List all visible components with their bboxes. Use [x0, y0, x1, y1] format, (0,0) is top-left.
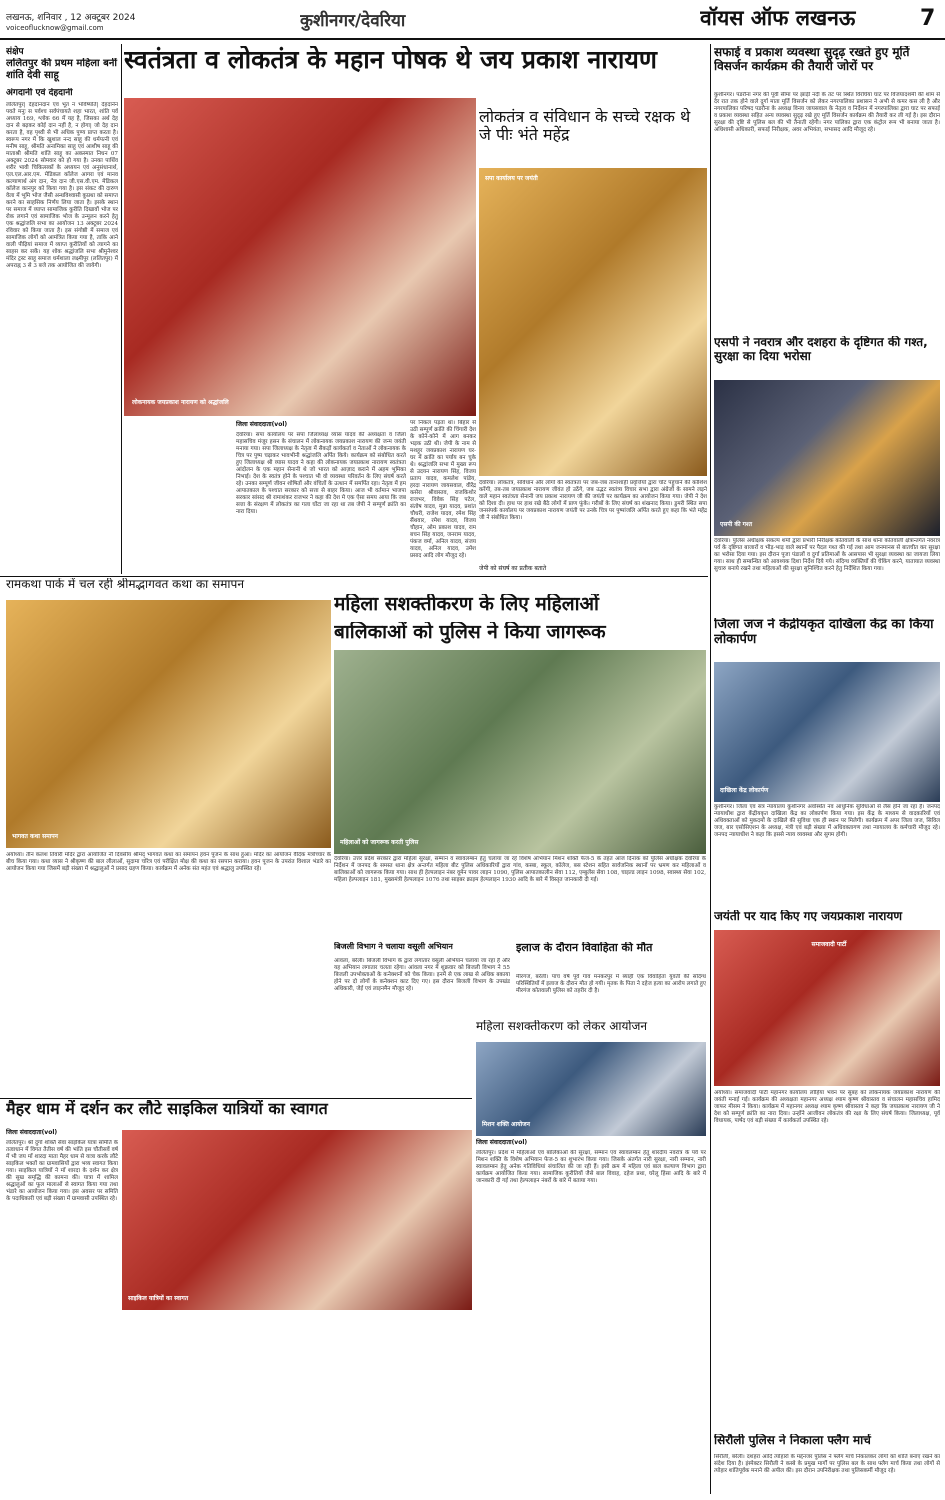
court-headline: जिला जज ने केंद्रीयकृत दाखिला केंद्र का किया लोकार्पण	[714, 618, 934, 647]
bijli-body: आंवला, बरेली। बिजली विभाग के द्वारा लगातार वसूली अभियान चलाया जा रहा है और यह अभियान लगातार चलता रहेगा। आंवला नगर में शुक्रवार को बिजली विभाग ने 55 बिजली उपभोक्ताओं के कनेक्शनों को चेक किया। इनमें से एक लाख से अधिक बकाया होने पर दो लोगों के कनेक्शन काट दिए गए। इस दौरान बिजली विभाग के उपखंड अधिकारी, जेई एवं लाइनमैन मौजूद रहे।	[334, 958, 510, 992]
maihar-photo	[122, 1130, 472, 1310]
court-photo-label: दाखिला केंद्र लोकार्पण	[720, 787, 769, 794]
sp-body: देवरिया। पुलिस अधीक्षक संकल्प शर्मा द्वारा प्रभारी निरीक्षक कोतवाली के साथ थाना कोतवाली क्षेत्रान्तर्गत नवरात्र पर्व के दृष्टिगत बाजारों व भीड़-भाड़ वाले स्थानों पर पैदल गश्त की गई तथा आम जनमानस से बातचीत कर सुरक्षा का भरोसा दिया गया। इस दौरान पूजा पंडालों व दुर्गा प्रतिमाओं के आसपास भी सुरक्षा व्यवस्था का जायजा लिया गया। साथ ही सम्बन्धित को आवश्यक दिशा निर्देश दिये गये। संदिग्ध व्यक्तियों की चेकिंग करने, यातायात व्यवस्था सुचारु बनाये रखने तथा महिलाओं की सुरक्षा सुनिश्चित करने हेतु निर्देशित किया गया।	[714, 538, 940, 572]
women-body: देवरिया। उत्तर प्रदेश सरकार द्वारा महिला सुरक्षा, सम्मान व स्वावलम्बन हेतु चलाया जा रहे विशेष अभियान मिशन शक्ति फेज-5 के तहत आज दिनांक को पुलिस अधीक्षक देवरिया के निर्देशन में जनपद के समस्त थाना क्षेत्र अन्तर्गत महिला बीट पुलिस अधिकारियों द्वारा गांव, कस्बा, स्कूल, कॉलेज, बस स्टेशन सहित सार्वजनिक स्थानों पर भ्रमण कर महिलाओं व बालिकाओं को जागरूक किया गया। साथ ही हेल्पलाइन नंबर वूमेन पावर लाइन 1090, पुलिस आपातकालीन सेवा 112, एम्बुलेंस सेवा 108, चाइल्ड लाइन 1098, स्वास्थ्य सेवा 102, महिला हेल्पलाइन 181, मुख्यमंत्री हेल्पलाइन 1076 तथा साइबर क्राइम हेल्पलाइन 1930 आदि के बारे में विस्तृत जानकारी दी गई।	[334, 856, 706, 883]
masthead: वॉयस ऑफ लखनऊ	[700, 6, 856, 30]
event-headline: महिला सशक्तीकरण को लेकर आयोजन	[476, 1020, 648, 1033]
right-top-headline: सफाई व प्रकाश व्यवस्था सुदृढ़ रखते हुए मूर्ति विसर्जन कार्यक्रम की तैयारी जोरों पर	[714, 46, 910, 73]
sp-photo	[714, 380, 940, 536]
email: voiceoflucknow@gmail.com	[6, 24, 104, 32]
bhagwat-photo	[6, 600, 331, 848]
main-byline: जिला संवाददाता(vol)	[236, 421, 288, 428]
flag-headline: सिरौली पुलिस ने निकाला फ्लैग मार्च	[714, 1434, 871, 1447]
event-byline: जिला संवाददाता(vol)	[476, 1139, 528, 1146]
jp-photo-label: समाजवादी पार्टी	[811, 941, 847, 948]
bhagwat-photo-label: भागवत कथा समापन	[12, 833, 59, 840]
sp-headline: एसपी ने नवरात्र और दशहरा के दृष्टिगत की गश्त, सुरक्षा का दिया भरोसा	[714, 336, 928, 363]
sp-photo-label: एसपी की गश्त	[720, 521, 753, 528]
col-divider	[121, 44, 122, 574]
women-headline-2: बालिकाओं को पुलिस ने किया जागरूक	[334, 622, 606, 643]
dateline: लखनऊ, शनिवार , 12 अक्टूबर 2024	[6, 13, 136, 22]
page-number: 7	[920, 6, 936, 31]
side-body: देवरिया। लोकतंत्र, संविधान और लोगों की स्वतंत्रता पर जब-जब तानाशाही प्रवृत्तियों द्वारा चोट पहुंचाने की कोशिश करेंगी, तब-तब जयप्रकाश नारायण जीवंत हो उठेंगे, जब उद्भट स्वतंत्र्य विचार सभा द्वारा अंग्रेजों के सामने लड़ने वाले महान स्वतंत्रता सेनानी जय प्रकाश नारायण जी की जयंती पर कार्यक्रम का आयोजन किया गया। जेपी ने देश को दिशा दी। हाथ पर हाथ रखे बैठे लोगों में प्राण फूंके। गरीबों के लिए संघर्ष का शंखनाद किया। डुमरी स्थित सपा जनसंपर्क कार्यालय पर जयप्रकाश नारायण जयंती पर उनके चित्र पर पुष्पांजलि अर्पित करते हुए कहा कि भंते महेंद्र जी ने संबोधित किया।	[479, 480, 707, 521]
maihar-byline: जिला संवाददाता(vol)	[6, 1129, 58, 1136]
side-caption: जेपी को संघर्ष का प्रतीक बताते	[479, 565, 547, 572]
brief-subhead: अंगदानी एवं देहदानी	[6, 88, 73, 98]
flag-body: सिरौली, बरेली। दशहरा आदि त्योहारों के मद्देनजर पुलिस ने फ्लैग मार्च निकालकर लोगों को शांति बनाए रखने का संदेश दिया है। इंस्पेक्टर सिरौली ने कस्बे के प्रमुख मार्गों पर पुलिस बल के साथ फ्लैग मार्च किया तथा लोगों से त्योहार शांतिपूर्वक मनाने की अपील की। इस दौरान उपनिरीक्षक तथा पुलिसकर्मी मौजूद रहे।	[714, 1454, 940, 1474]
women-photo-label: महिलाओं को जागरूक करती पुलिस	[340, 839, 419, 846]
main-photo	[124, 98, 476, 416]
side-photo-label: सपा कार्यालय पर जयंती	[485, 175, 538, 182]
jp-headline: जयंती पर याद किए गए जयप्रकाश नारायण	[714, 910, 902, 923]
event-photo-label: मिशन शक्ति आयोजन	[482, 1121, 530, 1128]
maihar-headline: मैहर धाम में दर्शन कर लौटे साइकिल यात्रियों का स्वागत	[6, 1100, 328, 1118]
jp-photo	[714, 930, 940, 1086]
court-body: कुशीनगर। जिला एवं सत्र न्यायालय कुशीनगर अवस्थित नव आधुनिक सुविधाओं से लैस होने जा रहा है। जनपद न्यायाधीश द्वारा केंद्रीयकृत दाखिला केंद्र का लोकार्पण किया गया। इस केंद्र के माध्यम से वादकारियों एवं अधिवक्ताओं को मुकदमों के दाखिले की सुविधा एक ही स्थान पर मिलेगी। कार्यक्रम में अपर जिला जज, सिविल जज, बार एसोसिएशन के अध्यक्ष, मंत्री एवं बड़ी संख्या में अधिवक्तागण तथा न्यायालय के कर्मचारी मौजूद रहे। जनपद न्यायाधीश ने कहा कि इससे न्याय व्यवस्था और सुगम होगी।	[714, 804, 940, 838]
bhagwat-body: अयोध्या। तीन कलश तिवारी मंदिर द्वारा आयोजित नौ दिवसीय श्रीमद् भागवत कथा का समापन हवन पूजन के साथ हुआ। मंदिर का आयोजन वैदिक मंत्रोच्चार के बीच किया गया। कथा व्यास ने श्रीकृष्ण की बाल लीलाओं, सुदामा चरित्र एवं परीक्षित मोक्ष की कथा का रसपान कराया। हवन पूजन के उपरांत विशाल भंडारे का आयोजन किया गया जिसमें बड़ी संख्या में श्रद्धालुओं ने प्रसाद ग्रहण किया। कार्यक्रम में अनेक संत महंत एवं श्रद्धालु उपस्थित रहे।	[6, 852, 331, 872]
bhagwat-headline: रामकथा पार्क में चल रही श्रीमद्भागवत कथा का समापन	[6, 578, 244, 591]
main-body-col2: पर निकल पड़ता था। बिहार से उठी सम्पूर्ण क्रांति की चिंगारी देश के कोने-कोने में आग बनकर भड़क उठी थी। जेपी के नाम से मशहूर जयप्रकाश नारायण घर-घर में क्रांति का पर्याय बन चुके थे। श्रद्धांजलि सभा में मुख्य रूप से उदयन नारायण सिंह, विजय प्रताप यादव, कमलेश पांडेय, हरदा नारायण जायसवाल, वीरेंद्र कसेरा श्रीवास्तव, राजकिशोर राजभर, विवेक सिंह पटेल, संतोष यादव, मुन्ना यादव, प्रशांत चौधरी, राजेश यादव, रमेश सिंह सैंथवार, रमेश यादव, विजय चौहान, ओम प्रकाश यादव, राम बचन सिंह यादव, जनराम यादव, पंकज वर्मा, अनिल यादव, संजय यादव, अनिल यादव, उमेश प्रसाद आदि लोग मौजूद रहे।	[410, 420, 476, 559]
court-photo	[714, 662, 940, 802]
mid-rule	[0, 576, 708, 577]
side-headline: लोकतंत्र व संविधान के सच्चे रक्षक थे जे पीः भंते महेंद्र	[479, 108, 691, 145]
death-body: मीरगंज, बरेली। पांच वर्ष पूर्व गांव मनकरपुर में ब्याही एक विवाहिता युवती की संदिग्ध परिस्थितियों में इलाज के दौरान मौत हो गयी। मृतक के पिता ने दहेज हत्या का आरोप लगाते हुए मीरगंज कोतवाली पुलिस को तहरीर दी है।	[516, 974, 706, 994]
lower-rule	[0, 1098, 472, 1099]
maihar-photo-label: साइकिल यात्रियों का स्वागत	[128, 1295, 189, 1302]
main-body: देवरिया। सपा कार्यालय पर सपा जिलाध्यक्ष व्यास यादव की अध्यक्षता व जिला महासचिव मंजूर हसन के संचालन में लोकनायक जयप्रकाश नारायण की जन्म जयंती मनाया गया। सपा जिलाध्यक्ष के नेतृत्व में सैकड़ों कार्यकर्ता व नेताओं ने लोकनायक के चित्र पर पुष्प चढ़ाकर भावभीनी श्रद्धांजलि अर्पित किये। कार्यक्रम को संबोधित करते हुए जिलाध्यक्ष श्री व्यास यादव ने कहा की लोकनायक जयप्रकाश नारायण स्वतंत्रता आंदोलन के एक महान सेनानी थे जो भारत को आज़ाद कराने में अहम भूमिका निभाई। देश के स्वतंत्र होने के पश्चात भी वो व्यवस्था परिवर्तन के लिए संघर्ष करते रहे। उनका सम्पूर्ण जीवन शोषितों और वंचितों के उत्थान में समर्पित रहा। नेतृत्व में हम आपातकाल के पश्चात सरकार को सत्ता से बाहर किया। आज भी वर्तमान भाजपा सरकार सांसद श्री रामाशंकर राजभर ने कहा की देश मे एक ऐसा समय आया कि जब सत्ता के संरक्षण में लोकतंत्र का गला घोंटा जा रहा था तब जेपी ने सम्पूर्ण क्रांति का नारा दिया।	[236, 432, 406, 515]
header-rule	[0, 38, 945, 40]
right-divider	[710, 44, 711, 1494]
right-top-body: कुशीनगर। पडरौना नगर की पूर्वी सीमा पर झाड़ी नदी के तट पर स्थित विरघिया घाट पर विजयादशमी की शाम से देर रात तक होने वाले दुर्गा माता मूर्ति विसर्जन को लेकर नगरपालिका प्रशासन ने अभी से कमर कस ली है और नगरपालिका परिषद पडरौना के अध्यक्ष विनय जायसवाल के नेतृत्व व निर्देशन में नगरपालिका द्वारा घाट पर सफाई व प्रकाश व्यवस्था सहित अन्य व्यवस्था सुदृढ़ रखे हुए मूर्ति विसर्जन कार्यक्रम की तैयारी कर ली गई है। इस दौरान सुरक्षा की दृष्टि से पुलिस बल की भी तैनाती रहेगी। नगर पालिका द्वारा एक कंट्रोल रूम भी बनाया जाता है। अधिशासी अधिकारी, सफाई निरीक्षक, अवर अभियंता, सभासद आदि मौजूद रहे।	[714, 92, 940, 133]
maihar-body: ललितपुर। श्री दुर्गा शक्ति सेवा साइकिल यात्रा समिति के तत्वाधान में विगत तैतीस वर्ष की भांति इस चौतीसवें वर्ष में भी जय माँ शारदा माता मैहर धाम से यात्रा करके लौटे साइकिल भक्तों का ग्रामवासियों द्वारा भव्य स्वागत किया गया। साइकिल यात्रियों ने माँ शारदा के दर्शन कर क्षेत्र की सुख समृद्धि की कामना की। यात्रा में शामिल श्रद्धालुओं का फूल मालाओं से स्वागत किया गया तथा भंडारे का आयोजन किया गया। इस अवसर पर समिति के पदाधिकारी एवं बड़ी संख्या में ग्रामवासी उपस्थित रहे।	[6, 1140, 118, 1202]
brief-headline: ललितपुर की प्रथम महिला बनीं शांति देवी साहू	[6, 58, 117, 81]
bijli-headline: बिजली विभाग ने चलाया वसूली अभियान	[334, 942, 453, 951]
event-body: ललितपुर। प्रदेश में महिलाओं एवं बालिकाओं की सुरक्षा, सम्मान एवं स्वावलम्बन हेतु शारदीय नवरात्र के पर्व पर मिशन शक्ति के विशेष अभियान फेज-5 का शुभारंभ किया गया। जिसके अंतर्गत नारी सुरक्षा, नारी सम्मान, नारी स्वावलम्बन हेतु अनेक गतिविधियां संचालित की जा रही हैं। इसी क्रम में महिला एवं बाल कल्याण विभाग द्वारा कार्यक्रम आयोजित किया गया। सामाजिक कुरीतियों जैसे बाल विवाह, दहेज प्रथा, घरेलू हिंसा आदि के बारे में जानकारी दी गई तथा हेल्पलाइन नंबरों के बारे में बताया गया।	[476, 1150, 706, 1184]
death-headline: इलाज के दौरान विवाहिता की मौत	[516, 942, 653, 954]
brief-kicker: संक्षेप	[6, 47, 24, 56]
main-photo-caption: लोकनायक जयप्रकाश नारायण को श्रद्धांजलि	[132, 399, 229, 406]
side-photo	[479, 168, 707, 476]
women-headline-1: महिला सशक्तीकरण के लिए महिलाओं	[334, 594, 599, 615]
women-photo	[334, 650, 706, 854]
jp-body: अयोध्या। समाजवादी पार्टी महानगर कार्यालय लोहिया भवन पर सुबह को लोकनायक जयप्रकाश नारायण की जयंती मनाई गई। कार्यक्रम की अध्यक्षता महानगर अध्यक्ष श्याम कृष्ण श्रीवास्तव व संचालन महासचिव हामिद जाफर मीसम ने किया। कार्यक्रम में महानगर अध्यक्ष श्याम कृष्ण श्रीवास्तव ने कहा कि जयप्रकाश नारायण जी ने देश को सम्पूर्ण क्रांति का नारा दिया। उन्होंने आजीवन लोकतंत्र की रक्षा के लिए संघर्ष किया। जिलाध्यक्ष, पूर्व विधायक, पार्षद एवं बड़ी संख्या में कार्यकर्ता उपस्थित रहे।	[714, 1090, 940, 1124]
event-photo	[476, 1042, 706, 1136]
section-title: कुशीनगर/देवरिया	[300, 11, 406, 31]
main-headline: स्वतंत्रता व लोकतंत्र के महान पोषक थे जय प्रकाश नारायण	[124, 46, 657, 74]
brief-body: ललितपुर| देहदानदान एवं भूत न भविष्यति| देहदानेन पवते मनुः स पर्वश्च सर्वपंचायते शहा भारत, शांति पर्व अध्याय 169, श्लोक 66 में यह है, जिसका अर्थ देह दान से बढ़कर कोई दान नहीं है, न होगा| जो देह दान करता है, वह पृथ्वी से भी अधिक पुण्य प्राप्त करता है। स्वरूप नगर में कि खुशाल नन्द साहू की धर्मपत्नी एवं मनीष साहू, श्रीमति अनामिका साहू एवं आशीष साहू की माताश्री श्रीमति शांति साहू का अकस्मात निधन 07 अक्टूबर 2024 सोमवार को हो गया है। उनका पार्थिव शरीर भावी चिकित्सकों के अध्ययन एवं अनुसंधानार्थ, एल.एल.आर.एम. मेडिकल कॉलेज आगरा एवं मानव कल्याणार्थ अंग दान, नेत्र दान जी.एस.वी.एम. मेडिकल कॉलेज कानपुर को किया गया है। इस संकट की दारुण वेला में भूमि भोज जैसी अन्धविश्वासी कुप्रथा को समाप्त करने का साहसिक निर्णय लिया जाता है। इसके स्थान पर समाज में व्याप्त सामाजिक कुरीति दिखावों भोज पर रोक लगाने एवं सामाजिक भोज के उन्मूलन करने हेतु एक श्रद्धांजलि सभा का आयोजन 13 अक्टूबर 2024 रविवार को किया जाता है। इस संगोष्ठी में समाज एवं सामाजिक लोगों को आमंत्रित किया गया है, ताकि आने वाली पीढ़ियां समाज में व्याप्त कुरीतियों को त्यागने का साहस कर सकें। यह शोक श्रद्धांजलि सभा श्रीमुनेश्वर मंदिर ट्रस्ट साहू समाज धर्मशाला लक्ष्मीपुर (ललितपुर) में अपराह्न 3 से 3 बजे तक आयोजित की जायेगी।	[6, 102, 118, 269]
